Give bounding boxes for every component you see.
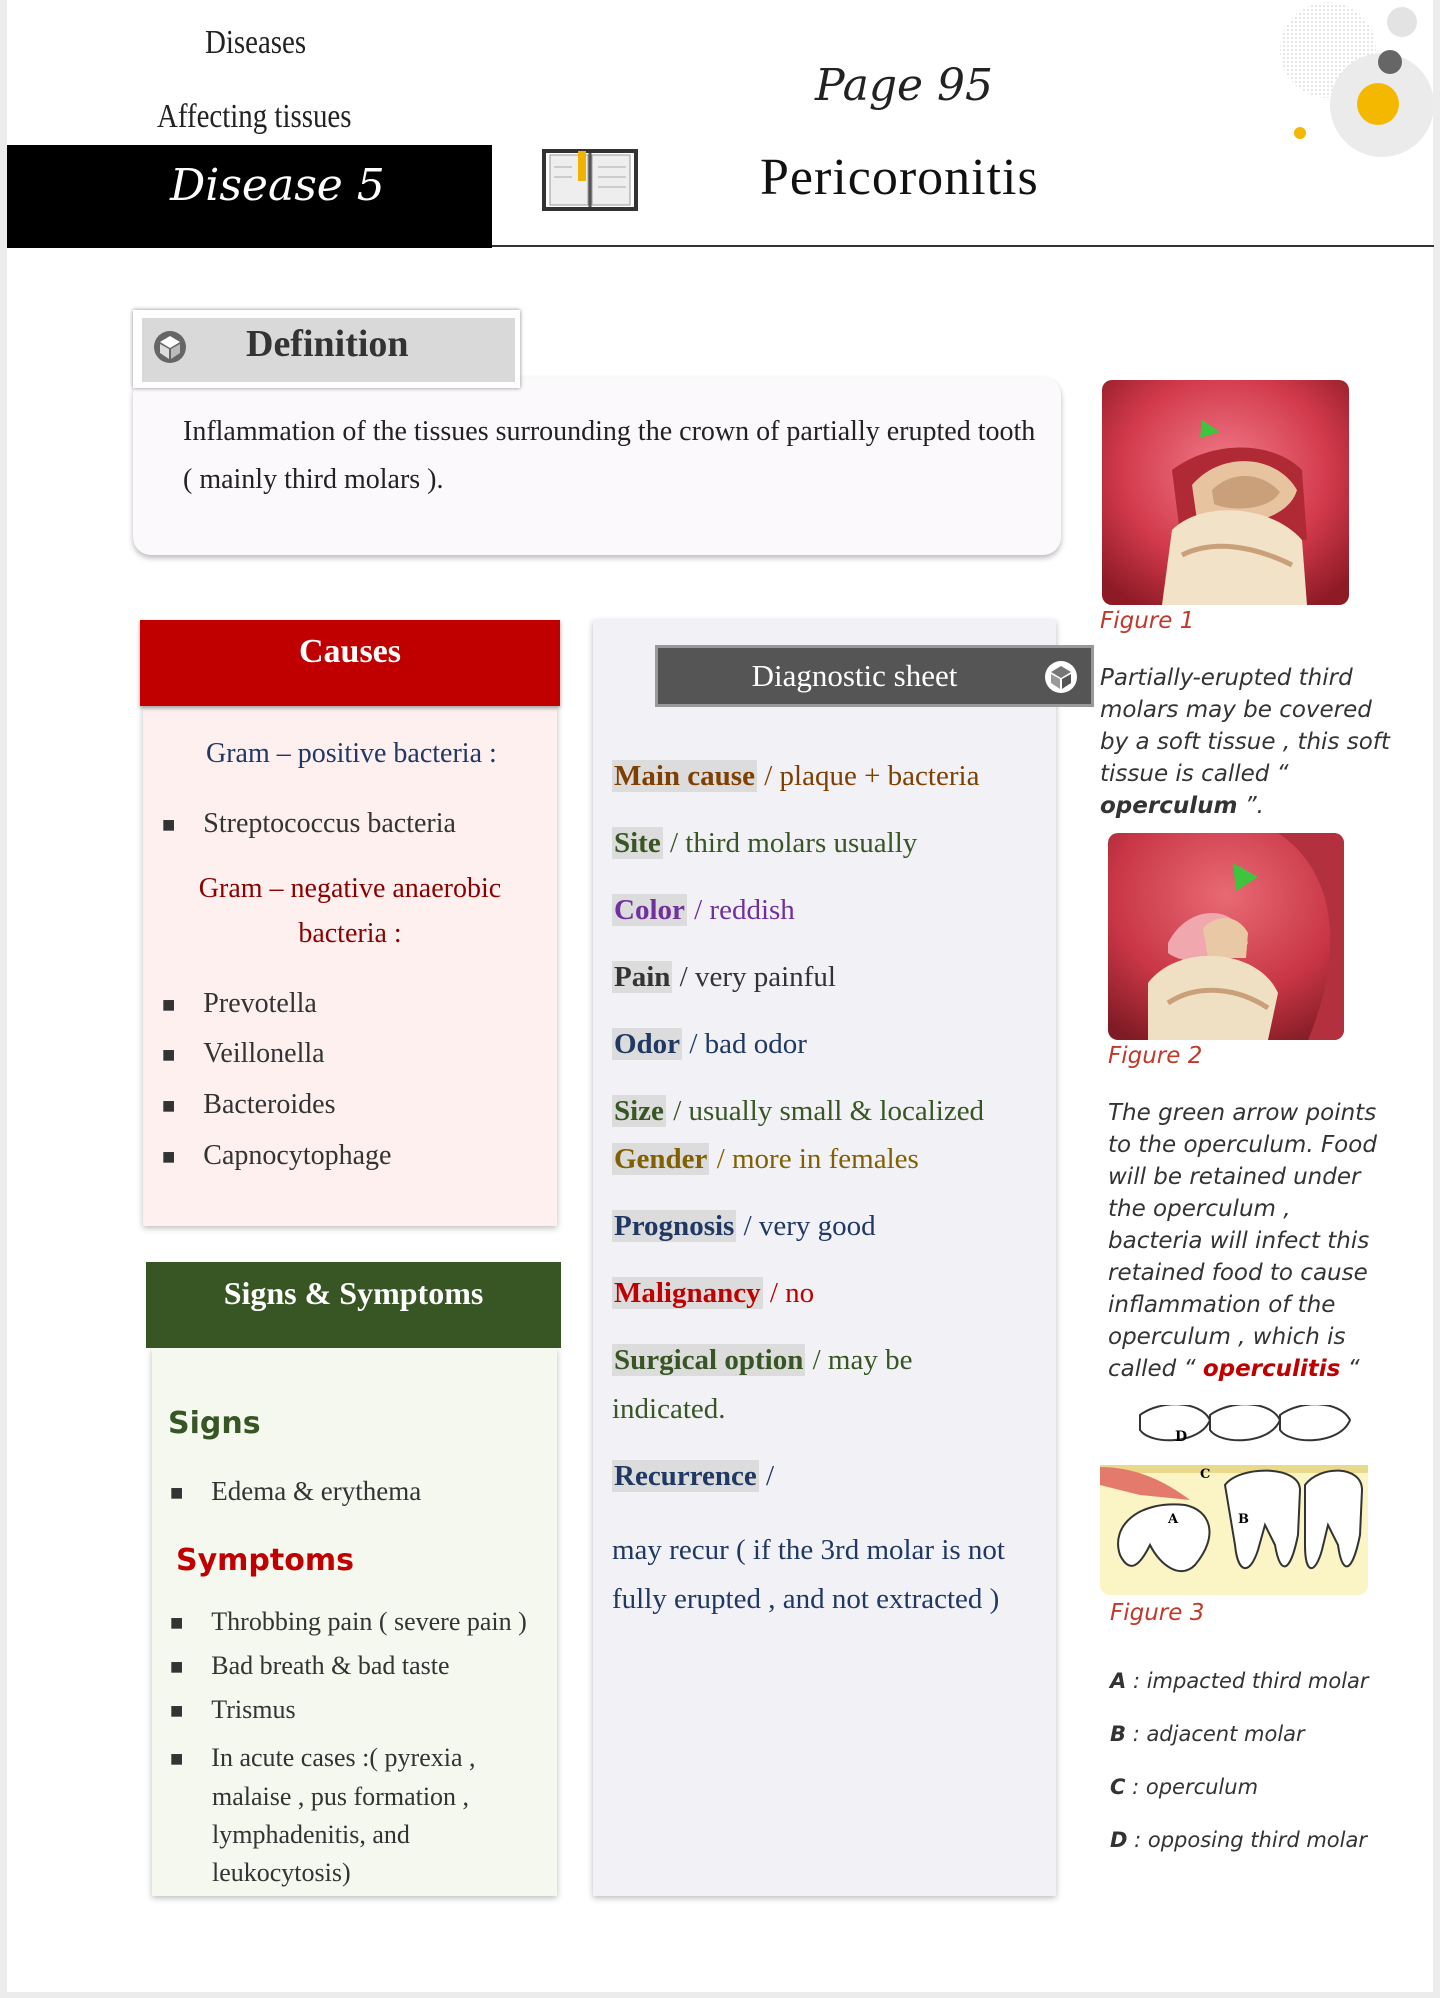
figure-1-caption (1100, 662, 1400, 822)
caption-line: by a soft tissue , this soft (1100, 729, 1390, 755)
caption-line: retained food to cause (1108, 1260, 1368, 1286)
fig3-letter-b: B (1238, 1512, 1249, 1527)
diagnostic-sheet-box (593, 620, 1056, 1896)
caption-line: operculum , which is (1108, 1324, 1346, 1350)
diagnostic-value: / usually small & localized (665, 1095, 985, 1127)
page-title: Pericoronitis (760, 149, 1039, 206)
disease-number: Disease 5 (170, 160, 385, 211)
fig3-letter-c: C (1200, 1467, 1211, 1482)
caption-line: tissue is called “ (1100, 761, 1289, 787)
diagnostic-value: / more in females (709, 1143, 919, 1175)
diagnostic-value: / reddish (686, 894, 795, 926)
legend-item: A : impacted third molar (1110, 1669, 1369, 1693)
caption-line: will be retained under (1108, 1164, 1361, 1190)
bullet-icon: ■ (162, 1093, 176, 1118)
recurrence-row (612, 1460, 774, 1493)
bullet-icon: ■ (170, 1480, 184, 1505)
bullet-icon: ■ (162, 992, 176, 1017)
diagnostic-row (612, 760, 979, 793)
figure-2-label: Figure 2 (1108, 1043, 1203, 1069)
caption-line: to the operculum. Food (1108, 1132, 1377, 1158)
page-number: Page 95 (815, 60, 994, 111)
diagnostic-row (612, 1210, 876, 1243)
definition-text: Inflammation of the tissues surrounding the crown of partially erupted tooth ( mainly third molars ). (183, 416, 1036, 495)
legend-item: C : operculum (1110, 1775, 1259, 1799)
definition-heading: Definition (246, 323, 409, 365)
diagnostic-label: Pain (614, 961, 671, 993)
diagnostic-value: / no (762, 1277, 815, 1309)
figure-3-legend (1110, 1655, 1369, 1867)
dice-icon (153, 330, 187, 364)
diagnostic-row (612, 1277, 814, 1310)
bullet-icon: ■ (162, 1144, 176, 1169)
bullet-icon: ■ (170, 1698, 184, 1723)
caption-line: inflammation of the (1108, 1292, 1336, 1318)
diagnostic-row (612, 961, 836, 994)
figure-3-diagram (1100, 1405, 1368, 1595)
legend-item: B : adjacent molar (1110, 1722, 1305, 1746)
figure-1-label: Figure 1 (1100, 608, 1195, 634)
cause-list-item: ■ Veillonella (162, 1038, 325, 1069)
figure-2-caption (1108, 1097, 1408, 1385)
diagnostic-value: / plaque + bacteria (756, 760, 980, 792)
diagnostic-value: / very painful (672, 961, 836, 993)
cause-list-item: ■ Bacteroides (162, 1089, 336, 1120)
bullet-icon: ■ (162, 1042, 176, 1067)
figure-3-label: Figure 3 (1110, 1600, 1205, 1626)
causes-heading: Causes (298, 633, 402, 670)
page-border-right (1433, 0, 1440, 1998)
operculitis-term: operculitis (1202, 1356, 1341, 1382)
header-diseases: Diseases (205, 24, 307, 61)
figure-1-image (1102, 380, 1349, 605)
diagnostic-label: Main cause (614, 760, 755, 792)
fig3-letter-d: D (1175, 1429, 1188, 1445)
diagnostic-label: Size (614, 1095, 664, 1127)
operculum-term: operculum (1100, 793, 1238, 819)
figure-2-image (1108, 833, 1344, 1040)
diagnostic-value: / third molars usually (662, 827, 918, 859)
legend-item: D : opposing third molar (1110, 1828, 1367, 1852)
dice-icon (1044, 660, 1078, 694)
symptom-list-item: ■ Trismus (170, 1695, 296, 1724)
bullet-icon: ■ (170, 1654, 184, 1679)
header-divider (492, 245, 1434, 247)
gram-positive-heading: Gram – positive bacteria : (206, 738, 497, 769)
caption-line (1108, 1353, 1408, 1385)
symptoms-label: Symptoms (176, 1543, 354, 1578)
page-border-bottom (0, 1992, 1440, 1998)
cause-list-item: ■ Capnocytophage (162, 1140, 392, 1171)
diagnostic-label: Site (614, 827, 661, 859)
gram-negative-heading-cont: bacteria : (298, 918, 402, 949)
recurrence-text: may recur ( if the 3rd molar is not fully erupted , and not extracted ) (612, 1534, 1005, 1615)
open-book-icon (542, 147, 638, 218)
caption-line (1100, 790, 1400, 822)
cause-list-item: ■ Streptococcus bacteria (162, 808, 456, 839)
symptom-list-item: ■ Throbbing pain ( severe pain ) (170, 1607, 527, 1636)
diagnostic-value: / very good (736, 1210, 876, 1242)
diagnostic-row (612, 1028, 807, 1061)
symptom-list-item: ■ In acute cases :( pyrexia , malaise , pus formation , lymphadenitis, and leukocytosis) (170, 1743, 476, 1887)
diagnostic-sheet-heading: Diagnostic sheet (751, 658, 958, 693)
caption-line: Partially-erupted third (1100, 665, 1353, 691)
diagnostic-label: Surgical option (614, 1344, 804, 1376)
diagnostic-row (612, 827, 917, 860)
caption-line: The green arrow points (1108, 1100, 1377, 1126)
sign-list-item: ■ Edema & erythema (170, 1476, 422, 1506)
diagnostic-row (612, 894, 795, 927)
bullet-icon: ■ (170, 1610, 184, 1635)
diagnostic-label: Malignancy (614, 1277, 761, 1309)
surgical-option-continued: indicated. (612, 1393, 726, 1425)
diagnostic-value: / may be (805, 1344, 913, 1376)
gram-negative-heading: Gram – negative anaerobic (198, 873, 502, 904)
signs-label: Signs (168, 1406, 261, 1441)
diagnostic-label: Odor (614, 1028, 681, 1060)
diagnostic-row (612, 1143, 919, 1176)
recurrence-label: Recurrence (614, 1460, 757, 1492)
bullet-icon: ■ (170, 1746, 184, 1771)
bullet-icon: ■ (162, 812, 176, 837)
diagnostic-row (612, 1095, 984, 1128)
caption-end: ”. (1237, 793, 1264, 819)
diagnostic-label: Gender (614, 1143, 708, 1175)
diagnostic-row (612, 1344, 912, 1377)
fig3-letter-a: A (1168, 1512, 1179, 1527)
recurrence-separator: / (758, 1460, 775, 1492)
signs-symptoms-heading: Signs & Symptoms (223, 1275, 484, 1311)
caption-end: “ (1340, 1356, 1360, 1382)
header-affecting-tissues: Affecting tissues (157, 98, 352, 135)
cause-list-item: ■ Prevotella (162, 988, 317, 1019)
symptom-list-item: ■ Bad breath & bad taste (170, 1651, 450, 1680)
caption-called: called “ (1108, 1356, 1203, 1382)
caption-line: the operculum , (1108, 1196, 1291, 1222)
diagnostic-label: Prognosis (614, 1210, 735, 1242)
page-border-left (0, 0, 7, 1998)
caption-line: bacteria will infect this (1108, 1228, 1370, 1254)
decorative-circles (1270, 0, 1440, 165)
diagnostic-label: Color (614, 894, 685, 926)
caption-line: molars may be covered (1100, 697, 1372, 723)
diagnostic-value: / bad odor (682, 1028, 807, 1060)
